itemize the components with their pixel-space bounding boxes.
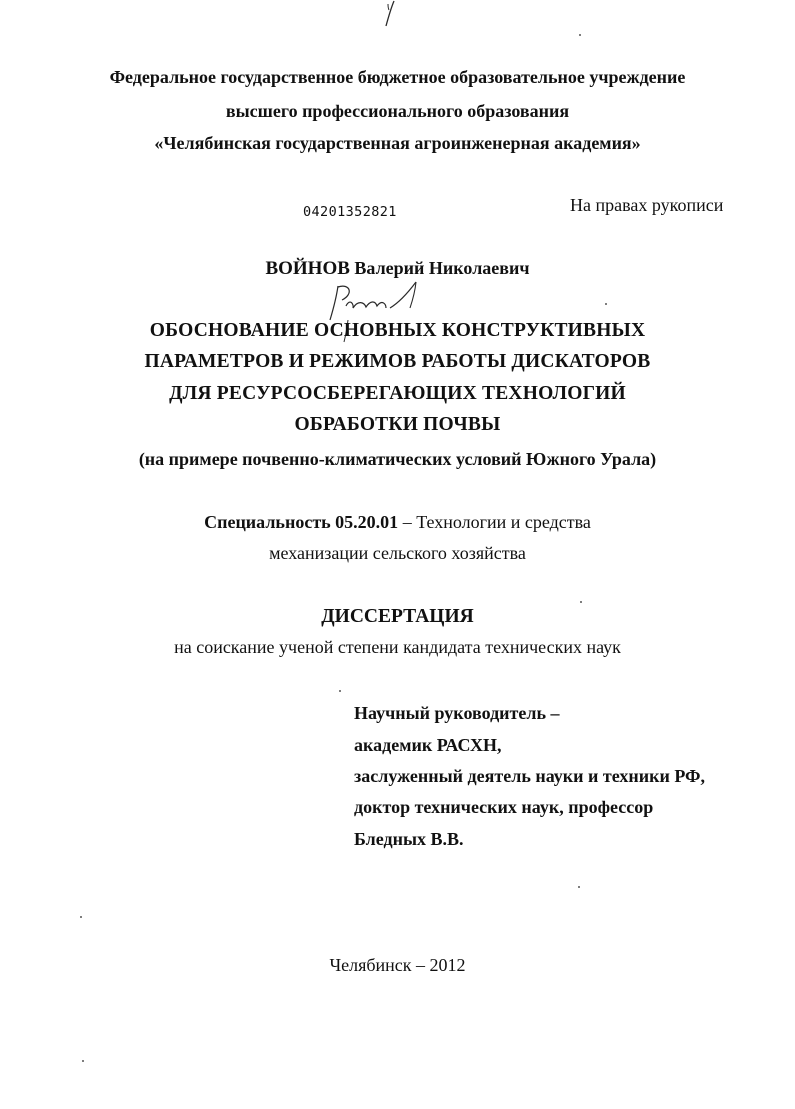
supervisor-line-1: Научный руководитель – bbox=[354, 703, 560, 723]
institution-line-1: Федеральное государственное бюджетное образовательное учреждение bbox=[109, 67, 686, 87]
title-line-2: ПАРАМЕТРОВ И РЕЖИМОВ РАБОТЫ ДИСКАТОРОВ bbox=[144, 351, 651, 372]
title-line-1: ОБОСНОВАНИЕ ОСНОВНЫХ КОНСТРУКТИВНЫХ bbox=[149, 320, 646, 341]
specialty-text-1: – Технологии и средства bbox=[398, 512, 591, 532]
city-year: Челябинск – 2012 bbox=[329, 955, 466, 975]
scan-speck bbox=[605, 303, 607, 305]
scan-speck bbox=[578, 886, 580, 888]
author-given-names: Валерий Николаевич bbox=[354, 258, 530, 278]
title-line-4: ОБРАБОТКИ ПОЧВЫ bbox=[294, 414, 501, 435]
scan-speck bbox=[82, 1060, 84, 1062]
supervisor-line-2: академик РАСХН, bbox=[354, 735, 502, 755]
scan-speck bbox=[80, 916, 82, 918]
dissertation-heading: ДИССЕРТАЦИЯ bbox=[321, 606, 474, 627]
scan-speck bbox=[339, 690, 341, 692]
author-surname: ВОЙНОВ bbox=[265, 258, 350, 279]
rights-note: На правах рукописи bbox=[570, 195, 724, 215]
title-line-3: ДЛЯ РЕСУРСОСБЕРЕГАЮЩИХ ТЕХНОЛОГИЙ bbox=[169, 383, 626, 404]
scan-speck bbox=[580, 601, 582, 603]
specialty-label: Специальность 05.20.01 bbox=[204, 512, 399, 532]
specialty-line-2: механизации сельского хозяйства bbox=[269, 543, 526, 563]
degree-text: на соискание ученой степени кандидата технических наук bbox=[174, 637, 621, 657]
scan-speck bbox=[579, 34, 581, 36]
document-number: 04201352821 bbox=[303, 204, 397, 220]
supervisor-line-3: заслуженный деятель науки и техники РФ, bbox=[354, 766, 706, 786]
author-name bbox=[0, 258, 795, 280]
pen-mark-icon bbox=[380, 0, 400, 30]
supervisor-line-5: Бледных В.В. bbox=[354, 829, 464, 849]
institution-line-2: высшего профессионального образования bbox=[225, 101, 570, 121]
title-subtitle: (на примере почвенно-климатических условий Южного Урала) bbox=[138, 449, 657, 469]
supervisor-line-4: доктор технических наук, профессор bbox=[354, 797, 654, 817]
institution-line-3: «Челябинская государственная агроинженерная академия» bbox=[154, 133, 641, 153]
specialty-line-1 bbox=[0, 512, 795, 533]
